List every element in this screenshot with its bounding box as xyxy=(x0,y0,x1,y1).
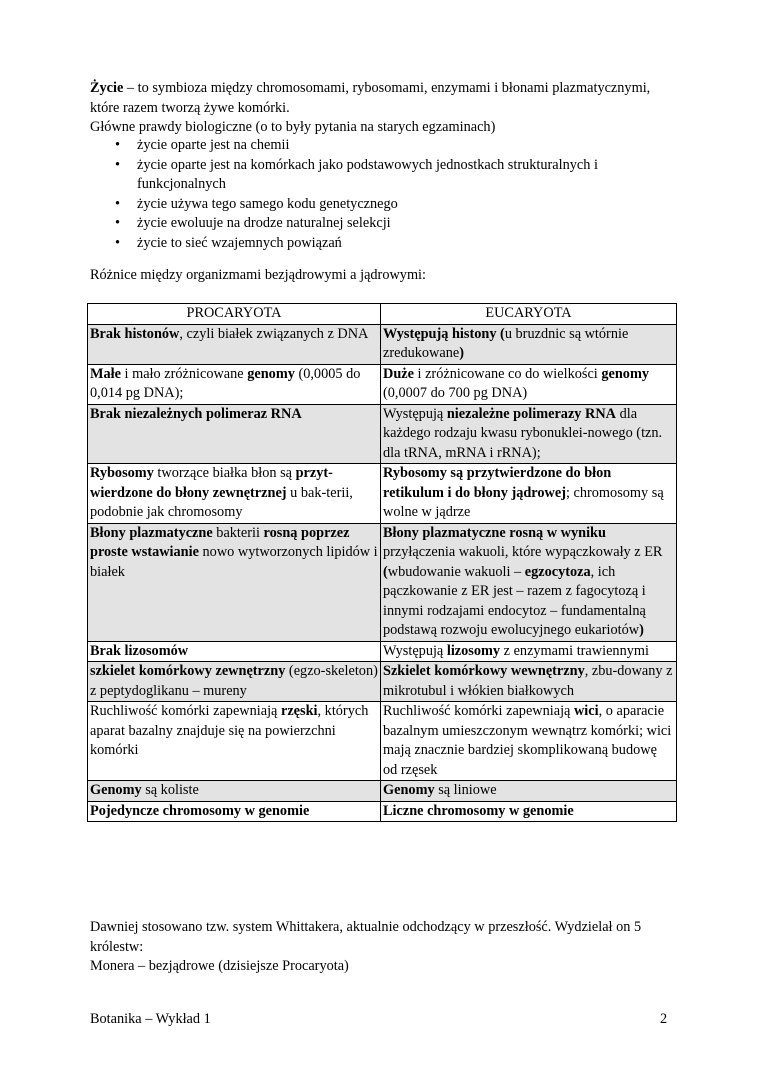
list-item: • życie oparte jest na chemii xyxy=(90,136,670,156)
whittaker-paragraph xyxy=(90,918,680,977)
biological-truths-list xyxy=(90,136,670,253)
differences-heading: Różnice między organizmami bezjądrowymi a jądrowymi: xyxy=(90,267,427,283)
intro-paragraph xyxy=(90,79,680,138)
eucaryota-cell: Rybosomy są przytwierdzone do błon retikulum i do błony jądrowej; chromosomy są wolne w jądrze xyxy=(381,464,677,524)
procaryota-cell: szkielet komórkowy zewnętrzny (egzo-skeleton) z peptydoglikanu – mureny xyxy=(88,662,381,702)
bullet-icon: • xyxy=(115,137,121,153)
eucaryota-cell: Występują histony (u bruzdnic są wtórnie zredukowane) xyxy=(381,324,677,364)
table-row xyxy=(88,523,677,641)
bullet-icon: • xyxy=(115,234,121,251)
biological-truths-heading: Główne prawdy biologiczne (o to były pytania na starych egzaminach) xyxy=(90,119,496,135)
list-item: • życie używa tego samego kodu genetycznego xyxy=(90,195,670,215)
table-row xyxy=(88,364,677,404)
list-item: • życie ewoluuje na drodze naturalnej selekcji xyxy=(90,214,670,234)
monera-text: Monera – bezjądrowe (dzisiejsze Procaryota) xyxy=(90,958,349,974)
procaryota-cell: Pojedyncze chromosomy w genomie xyxy=(88,801,381,822)
procaryota-cell: Brak histonów, czyli białek związanych z DNA xyxy=(88,324,381,364)
comparison-table xyxy=(87,303,677,822)
eucaryota-cell: Duże i zróżnicowane co do wielkości genomy (0,0007 do 700 pg DNA) xyxy=(381,364,677,404)
eucaryota-cell: Występują niezależne polimerazy RNA dla każdego rodzaju kwasu rybonuklei-nowego (tzn. dla tRNA, mRNA i rRNA); xyxy=(381,404,677,464)
procaryota-cell: Brak niezależnych polimeraz RNA xyxy=(88,404,381,464)
table-header-row xyxy=(88,304,677,325)
footer-title: Botanika – Wykład 1 xyxy=(90,1011,211,1027)
table-row xyxy=(88,404,677,464)
page-number: 2 xyxy=(660,1011,668,1027)
procaryota-cell: Ruchliwość komórki zapewniają rzęski, których aparat bazalny znajduje się na powierzchni komórki xyxy=(88,702,381,781)
table-row xyxy=(88,662,677,702)
table-row xyxy=(88,801,677,822)
procaryota-cell: Brak lizosomów xyxy=(88,641,381,662)
bullet-icon: • xyxy=(115,195,121,212)
header-eucaryota: EUCARYOTA xyxy=(381,304,677,325)
table-row xyxy=(88,324,677,364)
table-row xyxy=(88,641,677,662)
whittaker-text: Dawniej stosowano tzw. system Whittakera, aktualnie odchodzący w przeszłość. Wydzielał on 5 królestw: xyxy=(90,919,642,955)
life-definition: – to symbioza między chromosomami, rybosomami, enzymami i błonami plazmatycznymi, które razem tworzą żywe komórki. xyxy=(90,80,651,116)
eucaryota-cell: Występują lizosomy z enzymami trawiennymi xyxy=(381,641,677,662)
bullet-icon: • xyxy=(115,156,121,173)
eucaryota-cell: Liczne chromosomy w genomie xyxy=(381,801,677,822)
life-term: Życie xyxy=(90,80,124,96)
header-procaryota: PROCARYOTA xyxy=(88,304,381,325)
procaryota-cell: Rybosomy tworzące białka błon są przyt-wierdzone do błony zewnętrznej u bak-terii, podobnie jak chromosomy xyxy=(88,464,381,524)
eucaryota-cell: Błony plazmatyczne rosną w wyniku przyłączenia wakuoli, które wypączkowały z ER (wbudowanie wakuoli – egzocytoza, ich pączkowanie z ER jest – razem z fagocytozą i innymi rodzajami endocytoz – fundamentalną podstawą rozwoju ewolucyjnego eukariotów) xyxy=(381,523,677,641)
table-row xyxy=(88,781,677,802)
procaryota-cell: Małe i mało zróżnicowane genomy (0,0005 do 0,014 pg DNA); xyxy=(88,364,381,404)
table-row xyxy=(88,702,677,781)
list-item: • życie to sieć wzajemnych powiązań xyxy=(90,234,670,254)
procaryota-cell: Błony plazmatyczne bakterii rosną poprzez proste wstawianie nowo wytworzonych lipidów i białek xyxy=(88,523,381,641)
eucaryota-cell: Ruchliwość komórki zapewniają wici, o aparacie bazalnym umieszczonym wewnątrz komórki; wici mają znacznie bardziej skomplikowaną budowę od rzęsek xyxy=(381,702,677,781)
bullet-icon: • xyxy=(115,215,121,231)
eucaryota-cell: Szkielet komórkowy wewnętrzny, zbu-dowany z mikrotubul i włókien białkowych xyxy=(381,662,677,702)
procaryota-cell: Genomy są koliste xyxy=(88,781,381,802)
table-body xyxy=(88,324,677,822)
list-item: • życie oparte jest na komórkach jako podstawowych jednostkach strukturalnych i funkcjonalnych xyxy=(115,156,598,192)
eucaryota-cell: Genomy są liniowe xyxy=(381,781,677,802)
table-row xyxy=(88,464,677,524)
